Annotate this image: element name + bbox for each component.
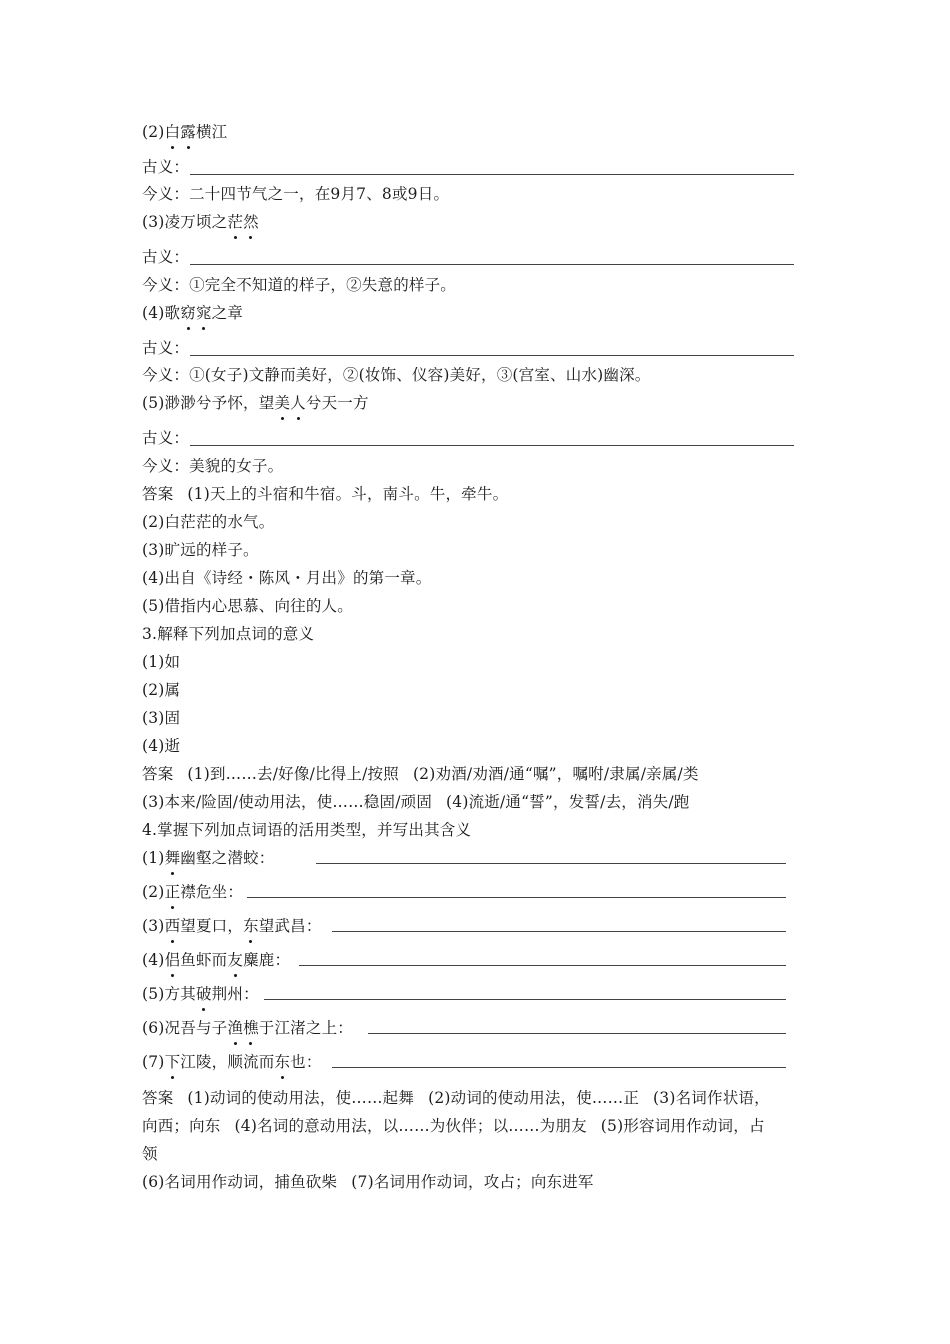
question-3-title: 3.解释下列加点词的意义 <box>142 625 315 643</box>
answer-line: (2)白茫茫的水气。 <box>142 513 275 531</box>
q3-item: (3)固 <box>142 709 181 727</box>
item-3-term: (3)凌万顷之茫然 <box>142 213 259 231</box>
answer-line: 领 <box>142 1145 158 1163</box>
answer-blank[interactable] <box>368 1033 786 1034</box>
answer-blank[interactable] <box>190 355 794 356</box>
item-5-term: (5)渺渺兮予怀，望美人兮天一方 <box>142 394 369 412</box>
answer-blank[interactable] <box>190 264 794 265</box>
answer-blank[interactable] <box>316 863 786 864</box>
q4-item-7: (7)下江陵，顺流而东也： <box>142 1053 322 1071</box>
answer-blank[interactable] <box>332 1067 786 1068</box>
gu-label: 古义： <box>142 429 190 447</box>
answer-line: 答案 (1)天上的斗宿和牛宿。斗，南斗。牛，牵牛。 <box>142 485 509 503</box>
jin-meaning: 今义：①(女子)文静而美好，②(妆饰、仪容)美好，③(宫室、山水)幽深。 <box>142 366 651 384</box>
gu-label: 古义： <box>142 248 190 266</box>
q4-item-5: (5)方其破荆州： <box>142 985 259 1003</box>
answer-line: (3)本来/险固/使动用法，使……稳固/顽固 (4)流逝/通“誓”，发誓/去，消失/跑 <box>142 793 690 811</box>
emphasis-word: 白露 <box>164 123 196 141</box>
answer-blank[interactable] <box>264 999 786 1000</box>
answer-blank[interactable] <box>332 931 786 932</box>
q4-item-3: (3)西望夏口，东望武昌： <box>142 917 322 935</box>
jin-meaning: 今义：二十四节气之一，在9月7、8或9日。 <box>142 185 450 203</box>
answer-blank[interactable] <box>190 445 794 446</box>
answer-line: (4)出自《诗经・陈风・月出》的第一章。 <box>142 569 432 587</box>
gu-label: 古义： <box>142 339 190 357</box>
answer-line: (3)旷远的样子。 <box>142 541 259 559</box>
gu-label: 古义： <box>142 158 190 176</box>
answer-line: 答案 (1)动词的使动用法，使……起舞 (2)动词的使动用法，使……正 (3)名词作状语， <box>142 1089 770 1107</box>
q4-item-6: (6)况吾与子渔樵于江渚之上： <box>142 1019 353 1037</box>
question-4-title: 4.掌握下列加点词语的活用类型，并写出其含义 <box>142 821 472 839</box>
q4-item-4: (4)侣鱼虾而友麋鹿： <box>142 951 291 969</box>
answer-blank[interactable] <box>299 965 786 966</box>
q3-item: (2)属 <box>142 681 181 699</box>
answer-blank[interactable] <box>190 174 794 175</box>
item-4-term: (4)歌窈窕之章 <box>142 304 244 322</box>
answer-blank[interactable] <box>247 897 786 898</box>
item-2-term: (2)白露横江 <box>142 123 228 141</box>
answer-line: (5)借指内心思慕、向往的人。 <box>142 597 353 615</box>
q3-item: (4)逝 <box>142 737 181 755</box>
jin-meaning: 今义：①完全不知道的样子，②失意的样子。 <box>142 276 457 294</box>
q3-item: (1)如 <box>142 653 181 671</box>
q4-item-2: (2)正襟危坐： <box>142 883 244 901</box>
jin-meaning: 今义：美貌的女子。 <box>142 457 284 475</box>
answer-line: (6)名词用作动词，捕鱼砍柴 (7)名词用作动词，攻占；向东进军 <box>142 1173 594 1191</box>
answer-line: 向西；向东 (4)名词的意动用法，以……为伙伴；以……为朋友 (5)形容词用作动词，占 <box>142 1117 765 1135</box>
q4-item-1: (1)舞幽壑之潜蛟： <box>142 849 275 867</box>
answer-line: 答案 (1)到……去/好像/比得上/按照 (2)劝酒/劝酒/通“嘱”，嘱咐/隶属/亲属/类 <box>142 765 699 783</box>
